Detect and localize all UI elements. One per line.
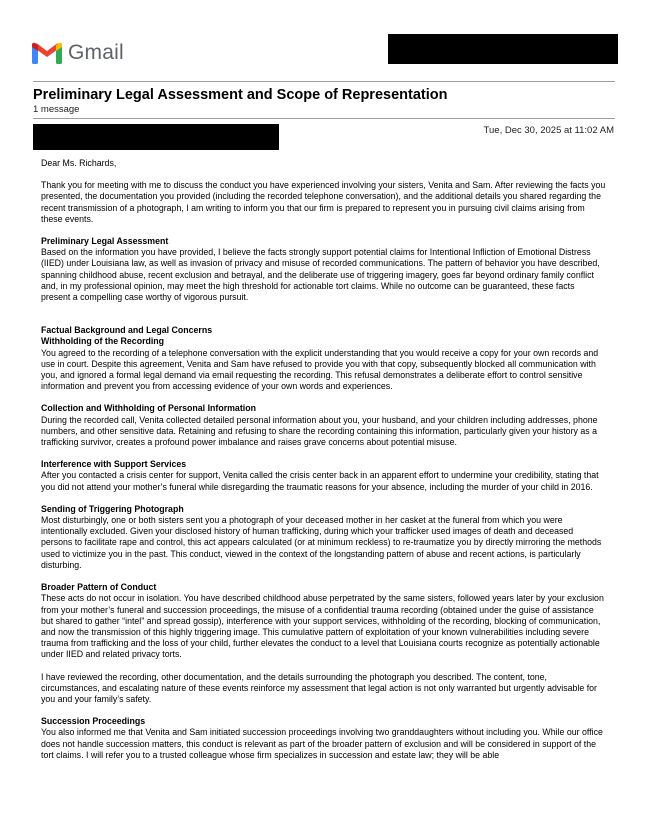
gmail-wordmark: Gmail bbox=[68, 41, 124, 64]
message-subject: Preliminary Legal Assessment and Scope of Representation bbox=[33, 87, 448, 103]
paragraph-preliminary-assessment: Based on the information you have provided, I believe the facts strongly support potential claims for Intentional Infliction of Emotional Distress (IIED) under Louisiana law, as well as invasion of privacy and misuse of recorded communications. The pattern of behavior you have described, spanning childhood abuse, recent exclusion and betrayal, and the deliberate use of triggering imagery, goes far beyond ordinary family conflict and, in my professional opinion, may meet the high threshold for actionable tort claims. While no outcome can be guaranteed, these facts present a compelling case worthy of vigorous pursuit. bbox=[41, 247, 600, 303]
heading-preliminary-assessment: Preliminary Legal Assessment bbox=[41, 236, 169, 247]
heading-broader-pattern: Broader Pattern of Conduct bbox=[41, 582, 157, 593]
heading-succession-proceedings: Succession Proceedings bbox=[41, 716, 146, 727]
paragraph-reviewed: I have reviewed the recording, other documentation, and the details surrounding the photograph you described. The content, tone, circumstances, and escalating nature of these events reinforce my assessment that legal action is not only warranted but urgently advisable for you and your family’s safety. bbox=[41, 671, 597, 704]
paragraph-triggering-photograph: Most disturbingly, one or both sisters sent you a photograph of your deceased mother in her casket at the funeral from which you were intentionally excluded. Given your disclosed history of human trafficking, during which your trafficker used images of death and deceased persons to facilitate rape and control, this act appears calculated (or at minimum reckless) to re-traumatize you by directly mirroring the methods used to victimize you in the past. This conduct, viewed in the context of the longstanding pattern of abuse and recent actions, is particularly disturbing. bbox=[41, 515, 602, 570]
redacted-sender-block bbox=[33, 124, 279, 150]
heading-withholding-recording: Withholding of the Recording bbox=[41, 336, 165, 347]
redacted-account-block bbox=[388, 34, 618, 64]
message-body bbox=[41, 158, 606, 772]
heading-factual-background: Factual Background and Legal Concerns bbox=[41, 325, 213, 336]
paragraph-interference-support: After you contacted a crisis center for support, Venita called the crisis center back in an apparent effort to undermine your credibility, stating that you did not attend your mother’s funeral while disregarding the traumatic reasons for your absence, including the murder of your child in 2016. bbox=[41, 470, 599, 492]
heading-collection-personal-info: Collection and Withholding of Personal Information bbox=[41, 403, 256, 414]
message-date: Tue, Dec 30, 2025 at 11:02 AM bbox=[483, 125, 614, 136]
heading-triggering-photograph: Sending of Triggering Photograph bbox=[41, 503, 184, 514]
message-count: 1 message bbox=[33, 104, 80, 115]
spacer bbox=[41, 314, 606, 325]
paragraph-withholding-recording: You agreed to the recording of a telephone conversation with the explicit understanding that you would receive a copy for your own records and use in court. Despite this agreement, Venita and Sam have refused to provide you with that copy, subsequently blocked all communication with you, and ignored a formal legal demand via email requesting the recording. This refusal demonstrates a deliberate effort to control sensitive information and prevent you from accessing evidence of your own words and experiences. bbox=[41, 347, 599, 392]
paragraph-succession-proceedings: You also informed me that Venita and Sam initiated succession proceedings involving two granddaughters without including you. While our office does not handle succession matters, this conduct is relevant as part of the broader pattern of exclusion and will be considered in support of the tort claims. I will refer you to a trusted colleague whose firm specializes in succession and estate law; they will be able bbox=[41, 727, 603, 760]
paragraph-collection-personal-info: During the recorded call, Venita collected detailed personal information about you, your husband, and your children including addresses, phone numbers, and other sensitive data. Retaining and refusing to share the recording containing this information, particularly given your history as a trafficking survivor, creates a profound power imbalance and raises grave concerns about potential misuse. bbox=[41, 414, 598, 448]
header-divider bbox=[33, 81, 615, 82]
gmail-m-logo-icon bbox=[32, 42, 62, 64]
subject-divider bbox=[33, 118, 615, 119]
heading-interference-support: Interference with Support Services bbox=[41, 459, 187, 470]
paragraph-broader-pattern: These acts do not occur in isolation. You have described childhood abuse perpetrated by the same sisters, followed years later by your exclusion from your mother’s funeral and succession proceedings, the misuse of a confidential trauma recording (obtained under the guise of assistance but shared to gather “intel” and spread gossip), interference with your support services, withholding of the recording, blocking of communication, and now the transmission of this highly triggering image. This cumulative pattern of exploitation of your known vulnerabilities including severe trauma from trafficking and the loss of your child, further elevates the conduct to a level that Louisiana courts recognize as potentially actionable under IIED and related privacy torts. bbox=[41, 593, 604, 660]
intro-paragraph: Thank you for meeting with me to discuss the conduct you have experienced involving your sisters, Venita and Sam. After reviewing the facts you presented, the documentation you provided (including the recorded telephone conversation), and the additional details you shared regarding the recent transmission of a photograph, I am writing to inform you that our firm is prepared to represent you in pursuing civil claims arising from these events. bbox=[41, 180, 606, 224]
greeting: Dear Ms. Richards, bbox=[41, 158, 117, 168]
gmail-logo[interactable] bbox=[32, 40, 124, 66]
